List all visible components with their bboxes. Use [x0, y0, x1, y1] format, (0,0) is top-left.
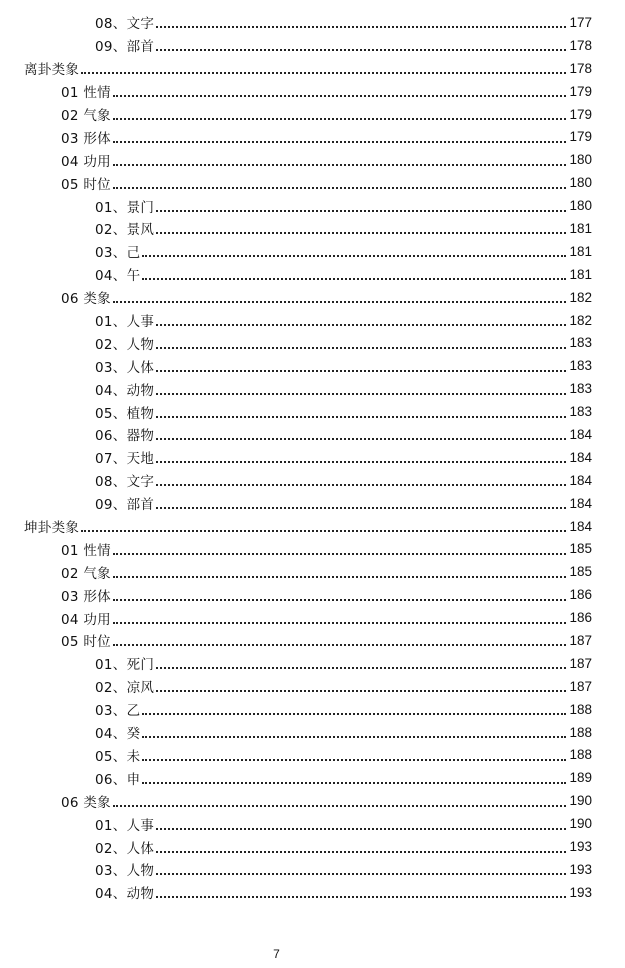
toc-entry-page-number: 181 [569, 220, 592, 236]
toc-entry-page-number: 184 [569, 472, 592, 488]
toc-entry-title: 04、动物 [95, 886, 155, 903]
toc-entry [0, 515, 625, 538]
toc-entry-title: 03、乙 [95, 703, 141, 720]
toc-entry [0, 744, 625, 767]
toc-entry-title: 09、部首 [95, 39, 155, 56]
toc-entry [0, 835, 625, 858]
toc-entry [0, 148, 625, 171]
toc-entry-page-number: 184 [569, 449, 592, 465]
toc-entry [0, 377, 625, 400]
toc-entry-page-number: 183 [569, 381, 592, 397]
toc-entry-page-number: 187 [569, 632, 592, 648]
dot-leader [81, 530, 566, 532]
toc-entry-page-number: 179 [569, 83, 592, 99]
toc-entry-page-number: 184 [569, 518, 592, 534]
toc-entry [0, 125, 625, 148]
toc-entry-page-number: 185 [569, 564, 592, 580]
toc-entry-title: 03 形体 [61, 588, 111, 605]
toc-entry-page-number: 190 [569, 793, 592, 809]
toc-entry-title: 06、申 [95, 771, 141, 788]
toc-entry-page-number: 184 [569, 495, 592, 511]
toc-entry-title: 02 气象 [61, 565, 111, 582]
page-number: 7 [273, 947, 280, 961]
dot-leader [113, 187, 566, 189]
dot-leader [113, 141, 566, 143]
dot-leader [156, 370, 566, 372]
toc-entry-page-number: 182 [569, 312, 592, 328]
toc-entry-page-number: 182 [569, 289, 592, 305]
toc-entry-title: 02、人物 [95, 336, 155, 353]
toc-entry-page-number: 186 [569, 587, 592, 603]
toc-entry-page-number: 178 [569, 60, 592, 76]
toc-entry-page-number: 189 [569, 770, 592, 786]
toc-entry-title: 05、植物 [95, 405, 155, 422]
dot-leader [113, 576, 566, 578]
toc-entry-title: 03 形体 [61, 130, 111, 147]
dot-leader [156, 49, 566, 51]
toc-entry-title: 离卦类象 [24, 62, 80, 79]
toc-entry-title: 04、午 [95, 268, 141, 285]
dot-leader [113, 301, 566, 303]
toc-entry [0, 217, 625, 240]
toc-entry-page-number: 188 [569, 701, 592, 717]
toc-entry-title: 01 性情 [61, 542, 111, 559]
toc-entry [0, 11, 625, 34]
toc-entry-page-number: 179 [569, 106, 592, 122]
toc-entry [0, 812, 625, 835]
dot-leader [113, 553, 566, 555]
toc-entry-title: 04、癸 [95, 726, 141, 743]
toc-entry-title: 06 类象 [61, 291, 111, 308]
toc-entry-page-number: 188 [569, 747, 592, 763]
toc-entry-title: 06、器物 [95, 428, 155, 445]
toc-entry [0, 80, 625, 103]
toc-entry [0, 446, 625, 469]
dot-leader [113, 599, 566, 601]
dot-leader [113, 644, 566, 646]
toc-entry-title: 03、己 [95, 245, 141, 262]
toc-entry [0, 469, 625, 492]
toc-entry [0, 698, 625, 721]
toc-entry-title: 02、人体 [95, 840, 155, 857]
dot-leader [142, 782, 566, 784]
toc-entry-page-number: 187 [569, 678, 592, 694]
toc-entry [0, 423, 625, 446]
dot-leader [156, 347, 566, 349]
toc-entry-page-number: 181 [569, 266, 592, 282]
toc-entry [0, 286, 625, 309]
toc-entry [0, 331, 625, 354]
table-of-contents [0, 11, 625, 904]
toc-entry [0, 560, 625, 583]
toc-entry-title: 08、文字 [95, 474, 155, 491]
toc-entry-title: 01 性情 [61, 85, 111, 102]
toc-entry [0, 171, 625, 194]
toc-entry-title: 01、人事 [95, 314, 155, 331]
dot-leader [113, 164, 566, 166]
toc-entry-title: 坤卦类象 [24, 520, 80, 537]
toc-entry-page-number: 183 [569, 335, 592, 351]
toc-entry [0, 858, 625, 881]
toc-entry-page-number: 180 [569, 152, 592, 168]
toc-entry-title: 04、动物 [95, 382, 155, 399]
dot-leader [142, 759, 566, 761]
toc-entry [0, 721, 625, 744]
toc-entry-page-number: 178 [569, 37, 592, 53]
toc-entry-page-number: 179 [569, 129, 592, 145]
toc-entry-page-number: 181 [569, 243, 592, 259]
toc-entry-page-number: 187 [569, 655, 592, 671]
toc-entry [0, 629, 625, 652]
toc-entry-title: 06 类象 [61, 794, 111, 811]
dot-leader [142, 255, 566, 257]
dot-leader [156, 828, 566, 830]
toc-entry-title: 01、死门 [95, 657, 155, 674]
toc-entry-page-number: 183 [569, 358, 592, 374]
toc-entry-page-number: 193 [569, 861, 592, 877]
dot-leader [156, 461, 566, 463]
dot-leader [156, 484, 566, 486]
dot-leader [156, 896, 566, 898]
toc-entry-title: 05 时位 [61, 634, 111, 651]
toc-entry-title: 09、部首 [95, 497, 155, 514]
toc-entry-title: 05、未 [95, 748, 141, 765]
toc-entry [0, 194, 625, 217]
dot-leader [81, 72, 566, 74]
dot-leader [156, 873, 566, 875]
toc-entry [0, 675, 625, 698]
toc-entry-title: 03、人体 [95, 359, 155, 376]
dot-leader [142, 278, 566, 280]
toc-entry-page-number: 180 [569, 175, 592, 191]
toc-entry [0, 309, 625, 332]
toc-entry [0, 400, 625, 423]
toc-entry-title: 04 功用 [61, 153, 111, 170]
toc-entry-page-number: 193 [569, 839, 592, 854]
dot-leader [113, 118, 566, 120]
dot-leader [156, 690, 566, 692]
toc-entry [0, 240, 625, 263]
dot-leader [113, 622, 566, 624]
toc-entry [0, 354, 625, 377]
toc-entry-page-number: 193 [569, 884, 592, 900]
toc-entry-page-number: 177 [569, 14, 592, 30]
toc-entry-title: 01、人事 [95, 817, 155, 834]
toc-entry-page-number: 180 [569, 198, 592, 214]
toc-entry [0, 57, 625, 80]
toc-entry-title: 02、景风 [95, 222, 155, 239]
toc-entry [0, 881, 625, 904]
dot-leader [156, 667, 566, 669]
dot-leader [156, 416, 566, 418]
toc-entry-page-number: 185 [569, 541, 592, 557]
dot-leader [156, 507, 566, 509]
toc-entry-page-number: 186 [569, 610, 592, 626]
toc-entry [0, 583, 625, 606]
toc-entry-title: 03、人物 [95, 863, 155, 880]
dot-leader [156, 851, 566, 853]
dot-leader [142, 736, 566, 738]
toc-entry-title: 02 气象 [61, 108, 111, 124]
dot-leader [156, 26, 566, 28]
toc-entry [0, 263, 625, 286]
toc-entry-title: 08、文字 [95, 16, 155, 33]
toc-entry [0, 652, 625, 675]
toc-entry [0, 103, 625, 126]
toc-entry [0, 537, 625, 560]
dot-leader [156, 324, 566, 326]
toc-entry-title: 04 功用 [61, 611, 111, 628]
dot-leader [156, 210, 566, 212]
toc-entry-title: 01、景门 [95, 199, 155, 216]
toc-entry-page-number: 184 [569, 426, 592, 442]
dot-leader [142, 713, 566, 715]
toc-entry-title: 02、凉风 [95, 680, 155, 697]
dot-leader [113, 805, 566, 807]
toc-entry [0, 34, 625, 57]
toc-entry-page-number: 183 [569, 404, 592, 420]
toc-entry [0, 492, 625, 515]
toc-entry [0, 789, 625, 812]
dot-leader [156, 393, 566, 395]
toc-entry-title: 07、天地 [95, 451, 155, 468]
toc-entry [0, 606, 625, 629]
toc-entry-page-number: 188 [569, 724, 592, 740]
dot-leader [156, 438, 566, 440]
dot-leader [113, 95, 566, 97]
toc-entry [0, 766, 625, 789]
toc-entry-page-number: 190 [569, 816, 592, 832]
toc-entry-title: 05 时位 [61, 176, 111, 193]
dot-leader [156, 232, 566, 234]
